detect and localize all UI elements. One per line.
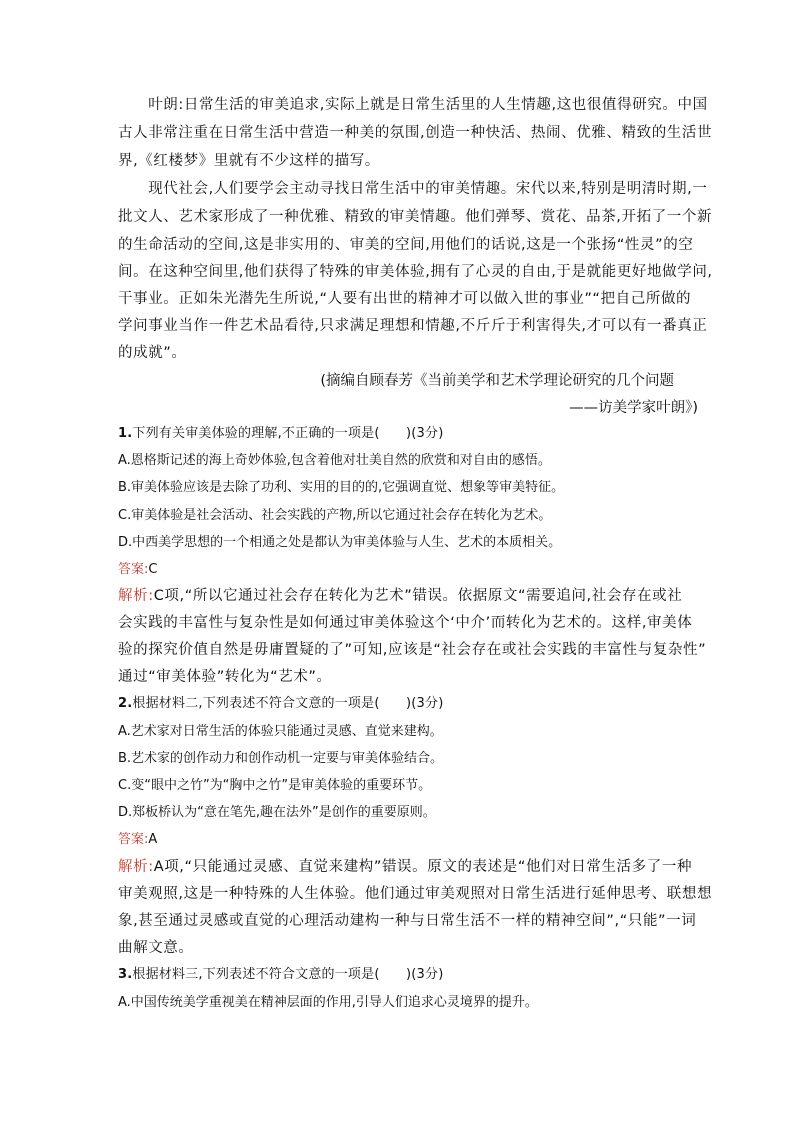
passage-line: 古人非常注重在日常生活中营造一种美的氛围,创造一种快活、热闹、优雅、精致的生活世 — [118, 125, 713, 141]
analysis — [118, 857, 693, 877]
passage-line: 的成就”。 — [118, 345, 187, 361]
passage-line: 学问事业当作一件艺术品看待,只求满足理想和情趣,不斤斤于利害得失,才可以有一番真正 — [118, 318, 708, 334]
option-c: C.变“眼中之竹”为“胸中之竹”是审美体验的重要环节。 — [118, 778, 432, 793]
question-stem: 根据材料三,下列表述不符合文意的一项是( )(3分) — [132, 967, 444, 982]
answer-label: 答案: — [118, 832, 149, 847]
analysis-line: 会实践的丰富性与复杂性是如何通过审美体验这个‘中介’而转化为艺术的。这样,审美体 — [118, 615, 693, 631]
analysis — [118, 586, 683, 606]
passage-line: 间。在这种空间里,他们获得了特殊的审美体验,拥有了心灵的自由,于是就能更好地做学问, — [118, 264, 713, 280]
analysis-label: 解析: — [118, 588, 154, 604]
analysis-text: C项,“所以它通过社会存在转化为艺术”错误。依据原文“需要追问,社会存在或社 — [153, 588, 683, 604]
analysis-text: A项,“只能通过灵感、直觉来建构”错误。原文的表述是“他们对日常生活多了一种 — [153, 859, 693, 875]
option-a: A.恩格斯记述的海上奇妙体验,包含着他对壮美自然的欣赏和对自由的感悟。 — [118, 453, 551, 468]
question-1 — [118, 424, 678, 444]
answer-label: 答案: — [118, 562, 149, 577]
question-number: 3. — [118, 967, 133, 982]
analysis-line: 验的探究价值自然是毋庸置疑的了”可知,应该是“社会存在或社会实践的丰富性与复杂性” — [118, 642, 707, 658]
analysis-line: 曲解文意。 — [118, 940, 194, 956]
question-number: 2. — [118, 696, 133, 711]
analysis-line: 象,甚至通过灵感或直觉的心理活动建构一种与日常生活不一样的精神空间”,“只能”一词 — [118, 913, 697, 929]
option-d: D.中西美学思想的一个相通之处是都认为审美体验与人生、艺术的本质相关。 — [118, 535, 562, 550]
question-stem: 下列有关审美体验的理解,不正确的一项是( )(3分) — [132, 426, 444, 441]
analysis-label: 解析: — [118, 859, 154, 875]
option-d: D.郑板桥认为“意在笔先,趣在法外”是创作的重要原则。 — [118, 805, 436, 820]
passage-line: 干事业。正如朱光潜先生所说,“人要有出世的精神才可以做入世的事业”“把自己所做的 — [118, 291, 692, 307]
passage-line: 现代社会,人们要学会主动寻找日常生活中的审美情趣。宋代以来,特别是明清时期,一 — [118, 181, 708, 197]
option-a: A.中国传统美学重视美在精神层面的作用,引导人们追求心灵境界的提升。 — [118, 995, 538, 1010]
answer-value: A — [148, 832, 158, 847]
question-3 — [118, 965, 678, 985]
passage-line: 的生命活动的空间,这是非实用的、审美的空间,用他们的话说,这是一个张扬“性灵”的空 — [118, 237, 694, 253]
source-citation: ——访美学家叶朗》) — [569, 400, 698, 416]
passage-line: 叶朗:日常生活的审美追求,实际上就是日常生活里的人生情趣,这也很值得研究。中国 — [118, 97, 708, 113]
question-stem: 根据材料二,下列表述不符合文意的一项是( )(3分) — [132, 696, 444, 711]
analysis-line: 通过“审美体验”转化为“艺术”。 — [118, 669, 332, 685]
option-b: B.艺术家的创作动力和创作动机一定要与审美体验结合。 — [118, 751, 444, 766]
answer — [118, 560, 678, 580]
passage-line: 界,《红楼梦》里就有不少这样的描写。 — [118, 153, 380, 169]
option-a: A.艺术家对日常生活的体验只能通过灵感、直觉来建构。 — [118, 724, 443, 739]
answer-value: C — [148, 562, 158, 577]
source-citation: (摘编自顾春芳《当前美学和艺术学理论研究的几个问题 — [320, 373, 674, 389]
option-b: B.审美体验应该是去除了功利、实用的目的的,它强调直觉、想象等审美特征。 — [118, 480, 565, 495]
question-number: 1. — [118, 426, 133, 441]
question-2 — [118, 694, 678, 714]
analysis-line: 审美观照,这是一种特殊的人生体验。他们通过审美观照对日常生活进行延伸思考、联想想 — [118, 886, 713, 902]
option-c: C.审美体验是社会活动、社会实践的产物,所以它通过社会存在转化为艺术。 — [118, 508, 552, 523]
answer — [118, 830, 678, 850]
passage-line: 批文人、艺术家形成了一种优雅、精致的审美情趣。他们弹琴、赏花、品茶,开拓了一个新 — [118, 209, 713, 225]
